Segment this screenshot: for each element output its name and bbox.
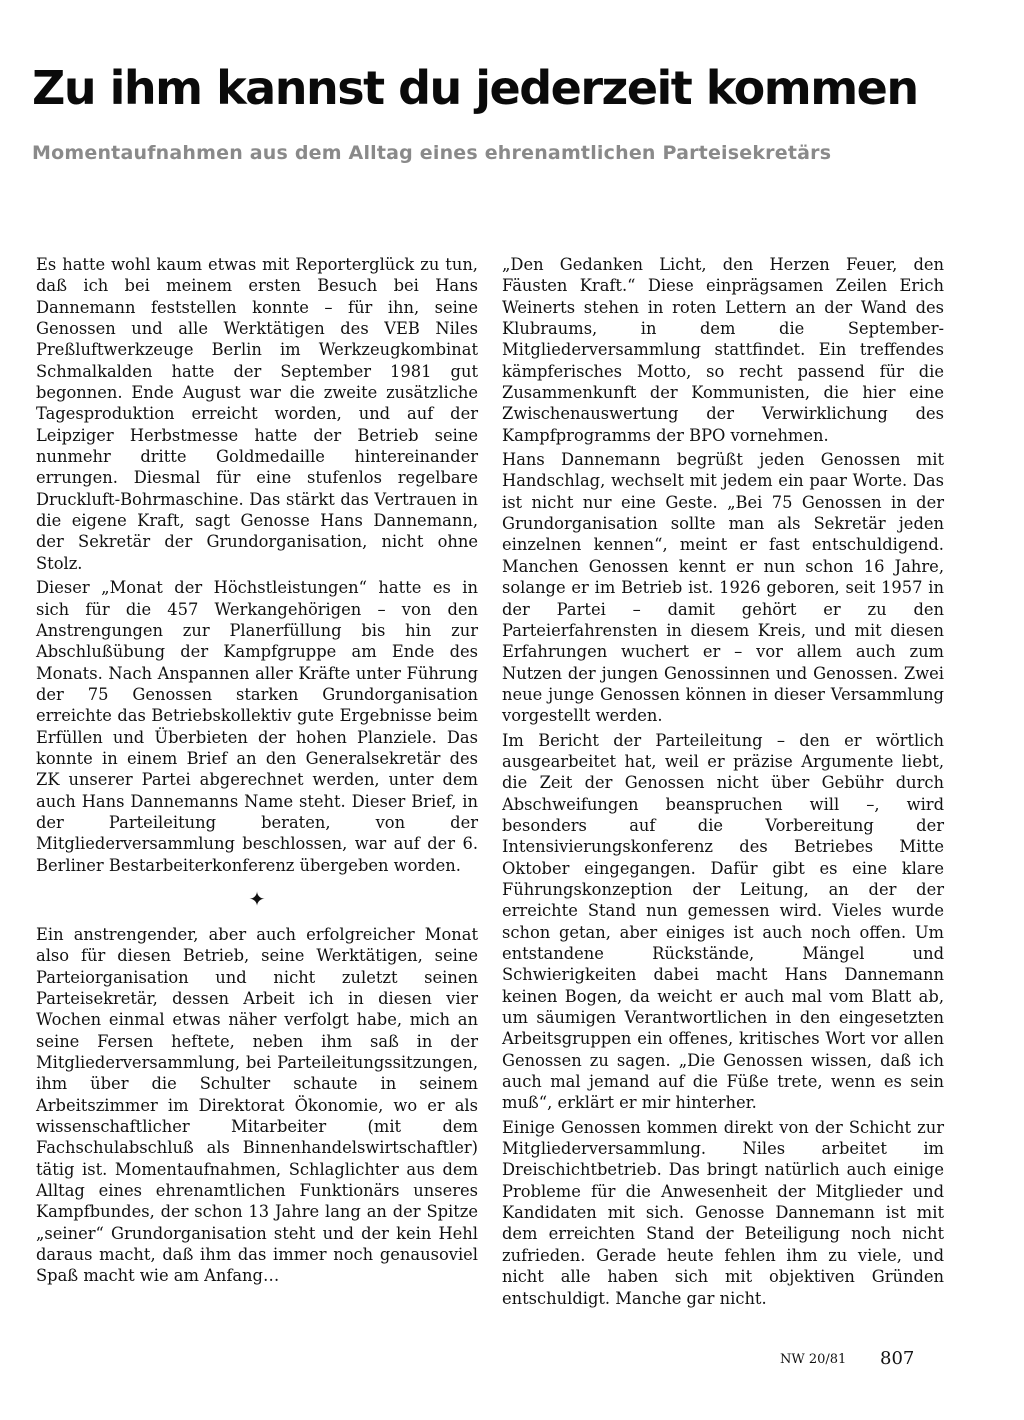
article-subheadline: Momentaufnahmen aus dem Alltag eines ehrenamtlichen Parteisekretärs xyxy=(32,142,832,164)
paragraph: Hans Dannemann begrüßt jeden Genossen mit Handschlag, wechselt mit jedem ein paar Worte. Das ist nicht nur eine Geste. „Bei 75 Genossen in der Grundorganisation sollte man als Sekretär jeden einzelnen kennen“, meint er fast entschuldigend. Manchen Genossen kennt er nun schon 16 Jahre, solange er im Betrieb ist. 1926 geboren, seit 1957 in der Partei – damit gehört er zu den Parteierfahrensten in diesem Kreis, und mit diesen Erfahrungen wuchert er – vor allem auch zum Nutzen der jungen Genossinnen und Genossen. Zwei neue junge Genossen können in dieser Versammlung vorgestellt werden. xyxy=(502,450,944,726)
paragraph: Es hatte wohl kaum etwas mit Reporterglück zu tun, daß ich bei meinem ersten Besuch bei Hans Dannemann feststellen konnte – für ihn, seine Genossen und alle Werktätigen des VEB Niles Preßluftwerkzeuge Berlin im Werkzeugkombinat Schmalkalden hatte der September 1981 gut begonnen. Ende August war die zweite zusätzliche Tagesproduktion erreicht worden, und auf der Leipziger Herbstmesse hatte der Betrieb seine nunmehr dritte Goldmedaille hintereinander errungen. Diesmal für eine stufenlos regelbare Druckluft-Bohrmaschine. Das stärkt das Vertrauen in die eigene Kraft, sagt Genosse Hans Dannemann, der Sekretär der Grundorganisation, nicht ohne Stolz. xyxy=(36,255,478,573)
journal-reference: NW 20/81 xyxy=(780,1352,847,1367)
paragraph: Einige Genossen kommen direkt von der Schicht zur Mitgliederversammlung. Niles arbeitet im Dreischichtbetrieb. Das bringt natürlich auch einige Probleme für die Anwesenheit der Mitglieder und Kandidaten mit sich. Genosse Dannemann ist mit dem erreichten Stand der Beteiligung noch nicht zufrieden. Gerade heute fehlen ihm zu viele, und nicht alle haben sich mit objektiven Gründen entschuldigt. Manche gar nicht. xyxy=(502,1117,944,1308)
paragraph: Im Bericht der Parteileitung – den er wörtlich ausgearbeitet hat, weil er präzise Argumente liebt, die Zeit der Genossen nicht über Gebühr durch Abschweifungen beanspruchen will –, wird besonders auf die Vorbereitung der Intensivierungskonferenz des Betriebes Mitte Oktober eingegangen. Dafür gibt es eine klare Führungskonzeption der Leitung, an der der erreichte Stand nun gemessen wird. Vieles wurde schon getan, aber einiges ist auch noch offen. Um entstandene Rückstände, Mängel und Schwierigkeiten dabei macht Hans Dannemann keinen Bogen, da weicht er auch mal vom Blatt ab, um säumigen Verantwortlichen in den eingesetzten Arbeitsgruppen ein offenes, kritisches Wort vor allen Genossen zu sagen. „Die Genossen wissen, daß ich auch mal jemand auf die Füße trete, wenn es sein muß“, erklärt er mir hinterher. xyxy=(502,730,944,1113)
paragraph: „Den Gedanken Licht, den Herzen Feuer, den Fäusten Kraft.“ Diese einprägsamen Zeilen Erich Weinerts stehen in roten Lettern an der Wand des Klubraums, in dem die September-Mitgliederversammlung stattfindet. Ein treffendes kämpferisches Motto, so recht passend für die Zusammenkunft der Kommunisten, die hier eine Zwischenauswertung der Verwirklichung des Kampfprogramms der BPO vornehmen. xyxy=(502,255,944,445)
section-divider-star-icon: ✦ xyxy=(248,886,266,911)
paragraph: Ein anstrengender, aber auch erfolgreicher Monat also für diesen Betrieb, seine Werktätigen, seine Parteiorganisation und nicht zuletzt seinen Parteisekretär, dessen Arbeit ich in diesen vier Wochen einmal etwas näher verfolgt habe, mich an seine Fersen heftete, neben ihm saß in der Mitgliederversammlung, bei Parteileitungssitzungen, ihm über die Schulter schaute in seinem Arbeitszimmer im Direktorat Ökonomie, wo er als wissenschaftlicher Mitarbeiter (mit dem Fachschulabschluß als Binnenhandelswirtschaftler) tätig ist. Momentaufnahmen, Schlaglichter aus dem Alltag eines ehrenamtlichen Funktionärs unseres Kampfbundes, der schon 13 Jahre lang an der Spitze „seiner“ Grundorganisation steht und der kein Hehl daraus macht, daß ihm das immer noch genausoviel Spaß macht wie am Anfang… xyxy=(36,924,478,1286)
article-column-right xyxy=(502,254,944,1312)
article-column-left xyxy=(36,254,478,1290)
paragraph: Dieser „Monat der Höchstleistungen“ hatte es in sich für die 457 Werkangehörigen – von den Anstrengungen zur Planerfüllung bis hin zur Abschlußübung der Kampfgruppe am Ende des Monats. Nach Anspannen aller Kräfte unter Führung der 75 Genossen starken Grundorganisation erreichte das Betriebskollektiv gute Ergebnisse beim Erfüllen und Überbieten der hohen Planziele. Das konnte in einem Brief an den Generalsekretär des ZK unserer Partei abgerechnet werden, unter dem auch Hans Dannemanns Name steht. Dieser Brief, in der Parteileitung beraten, von der Mitgliederversammlung beschlossen, war auf der 6. Berliner Bestarbeiterkonferenz übergeben worden. xyxy=(36,578,478,875)
article-headline: Zu ihm kannst du jederzeit kommen xyxy=(32,61,918,115)
page-number: 807 xyxy=(880,1348,915,1369)
